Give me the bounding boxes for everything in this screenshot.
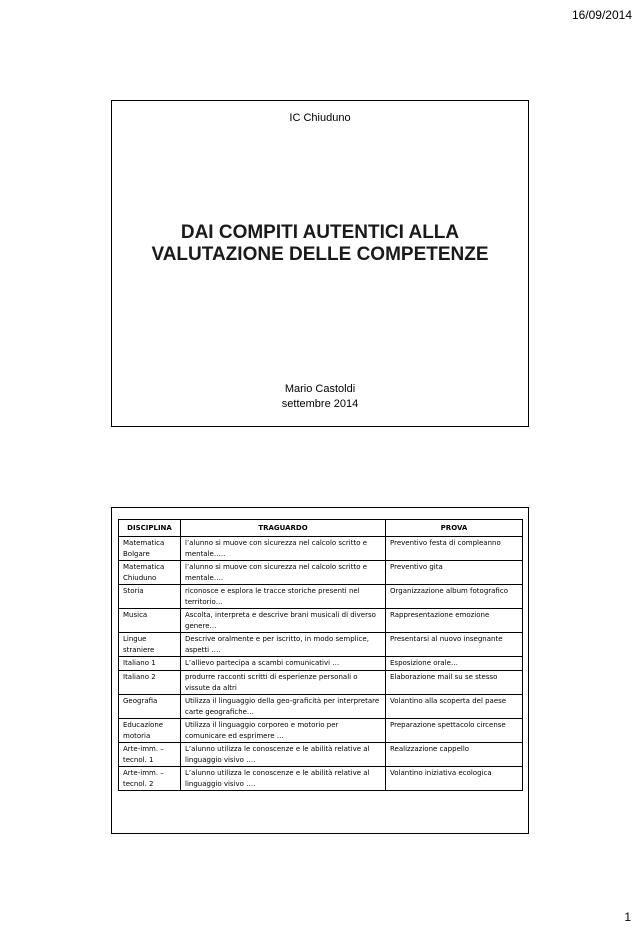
table-row [119, 657, 523, 671]
author-name: Mario Castoldi [284, 383, 356, 395]
table-row [119, 633, 523, 657]
prova-cell: Volantino iniziativa ecologica [386, 767, 523, 791]
traguardo-cell: produrre racconti scritti di esperienze personali o vissute da altri [181, 671, 386, 695]
table-row [119, 537, 523, 561]
disciplina-cell: Geografia [119, 695, 181, 719]
column-header: DISCIPLINA [119, 520, 181, 537]
table-row [119, 695, 523, 719]
table-row [119, 743, 523, 767]
title-line-2: VALUTAZIONE DELLE COMPETENZE [151, 244, 489, 265]
disciplina-cell: Educazione motoria [119, 719, 181, 743]
table-row [119, 719, 523, 743]
prova-cell: Volantino alla scoperta del paese [386, 695, 523, 719]
traguardo-cell: L’alunno utilizza le conoscenze e le abilità relative al linguaggio visivo …. [181, 743, 386, 767]
prova-cell: Presentarsi al nuovo insegnante [386, 633, 523, 657]
disciplina-cell: Italiano 1 [119, 657, 181, 671]
prova-cell: Organizzazione album fotografico [386, 585, 523, 609]
disciplina-cell: Italiano 2 [119, 671, 181, 695]
presentation-title [112, 222, 528, 266]
prova-cell: Elaborazione mail su se stesso [386, 671, 523, 695]
disciplina-cell: Arte-imm. – tecnol. 2 [119, 767, 181, 791]
disciplina-cell: Matematica Bolgare [119, 537, 181, 561]
traguardo-cell: riconosce e esplora le tracce storiche presenti nel territorio… [181, 585, 386, 609]
table-row [119, 671, 523, 695]
traguardo-cell: Descrive oralmente e per iscritto, in modo semplice, aspetti …. [181, 633, 386, 657]
prova-cell: Rappresentazione emozione [386, 609, 523, 633]
prova-cell: Preventivo festa di compleanno [386, 537, 523, 561]
disciplina-cell: Musica [119, 609, 181, 633]
table-row [119, 585, 523, 609]
institution-name: IC Chiuduno [289, 112, 351, 124]
traguardo-cell: Ascolta, interpreta e descrive brani musicali di diverso genere… [181, 609, 386, 633]
prova-cell: Realizzazione cappello [386, 743, 523, 767]
disciplina-cell: Matematica Chiuduno [119, 561, 181, 585]
column-header: PROVA [386, 520, 523, 537]
traguardo-cell: L’allievo partecipa a scambi comunicativi … [181, 657, 386, 671]
prova-cell: Esposizione orale… [386, 657, 523, 671]
prova-cell: Preventivo gita [386, 561, 523, 585]
disciplina-cell: Storia [119, 585, 181, 609]
column-header: TRAGUARDO [181, 520, 386, 537]
prova-cell: Preparazione spettacolo circense [386, 719, 523, 743]
traguardo-cell: Utilizza il linguaggio della geo-graficità per interpretare carte geografiche… [181, 695, 386, 719]
table-row [119, 609, 523, 633]
table-row [119, 561, 523, 585]
title-line-1: DAI COMPITI AUTENTICI ALLA [180, 222, 460, 243]
disciplina-cell: Lingue straniere [119, 633, 181, 657]
table-row [119, 767, 523, 791]
traguardo-cell: l’alunno si muove con sicurezza nel calcolo scritto e mentale….. [181, 537, 386, 561]
competences-table [118, 519, 523, 791]
author-block [112, 382, 528, 412]
table-slide [111, 507, 529, 834]
traguardo-cell: l’alunno si muove con sicurezza nel calcolo scritto e mentale…. [181, 561, 386, 585]
table-header-row [119, 520, 523, 537]
traguardo-cell: Utilizza il linguaggio corporeo e motorio per comunicare ed esprimere … [181, 719, 386, 743]
page-number: 1 [624, 910, 631, 924]
presentation-date: settembre 2014 [281, 398, 359, 410]
title-slide [111, 100, 529, 427]
traguardo-cell: L’alunno utilizza le conoscenze e le abilità relative al linguaggio visivo …. [181, 767, 386, 791]
document-date: 16/09/2014 [571, 8, 632, 22]
disciplina-cell: Arte-imm. – tecnol. 1 [119, 743, 181, 767]
